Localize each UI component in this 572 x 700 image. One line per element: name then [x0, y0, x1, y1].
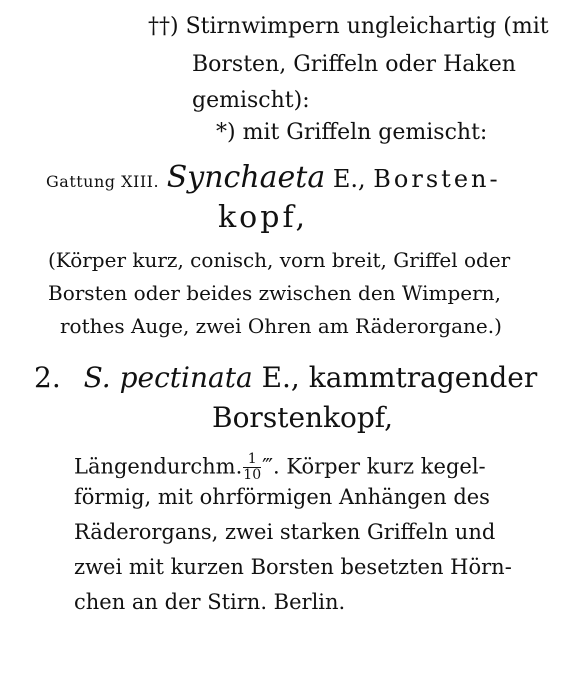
genus-heading	[46, 160, 501, 195]
fraction-denominator: 10	[243, 467, 262, 484]
fraction-numerator: 1	[243, 452, 261, 468]
genus-description-line-3: rothes Auge, zwei Ohren am Räderorgane.)	[60, 314, 502, 338]
section-subheader: *) mit Griffeln gemischt:	[216, 120, 488, 145]
species-heading	[34, 361, 538, 394]
section-header-line-1: ††) Stirnwimpern ungleichartig (mit	[148, 14, 549, 39]
species-author: E.,	[261, 361, 300, 394]
species-description-line-3: Räderorgans, zwei starken Griffeln und	[74, 520, 496, 544]
species-description-line-4: zwei mit kurzen Borsten besetzten Hörn-	[74, 555, 512, 579]
genus-description-line-2: Borsten oder beides zwischen den Wimpern,	[48, 281, 501, 305]
section-header-line-2: Borsten, Griffeln oder Haken	[192, 52, 516, 77]
genus-description-line-1: (Körper kurz, conisch, vorn breit, Griffel oder	[48, 248, 511, 272]
genus-common-name-continued: kopf,	[218, 200, 309, 235]
species-description-line-2: förmig, mit ohrförmigen Anhängen des	[74, 485, 490, 509]
genus-name: Synchaeta	[166, 160, 326, 195]
species-name: S. pectinata	[83, 361, 253, 394]
length-rest: ‴. Körper kurz kegel-	[262, 454, 486, 479]
gattung-label: Gattung XIII.	[46, 172, 160, 191]
genus-common-name: Borsten-	[373, 165, 501, 193]
genus-author: E.,	[332, 165, 366, 193]
species-description-line-5: chen an der Stirn. Berlin.	[74, 590, 346, 614]
length-label: Längendurchm.	[74, 454, 243, 479]
section-header-line-3: gemischt):	[192, 88, 310, 113]
length-fraction	[243, 452, 261, 484]
species-description-line-1	[74, 452, 486, 484]
species-number: 2.	[34, 361, 61, 394]
species-common-name-continued: Borstenkopf,	[212, 401, 394, 434]
species-common-name: kammtragender	[308, 361, 538, 394]
